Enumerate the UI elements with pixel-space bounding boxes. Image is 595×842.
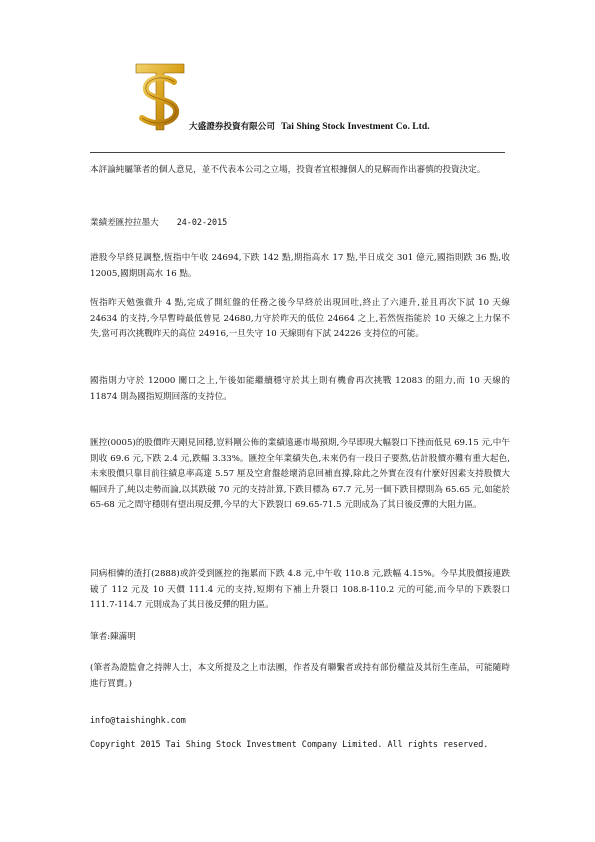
author: 筆者:陳滿明 <box>90 632 136 642</box>
paragraph-3: 國指則力守於 12000 關口之上,午後如能繼續穩守於其上則有機會再次挑戰 12083 的阻力,而 10 天線的 11874 則為國指短期回落的支持位。 <box>90 376 510 402</box>
paragraph-5: 同病相憐的渣打(2888)或許受到匯控的拖累而下跌 4.8 元,中午收 110.8 元,跌幅 4.15%。今早其股價接連跌破了 112 元及 10 天價 111.4 元的支持,短期有下補上升裂口 108.8-110.2 元的可能,而今早的下跌裂口 111.7-114.7 元則成為了其日後反彈的阻力區。 <box>90 569 510 611</box>
header-divider <box>90 152 505 153</box>
author-note: (筆者為證監會之持牌人士，本文所提及之上市法團，作者及有聯繫者或持有部份權益及其衍生產品，可能隨時進行買賣。) <box>90 663 510 689</box>
company-name <box>189 120 430 132</box>
article-date: 24-02-2015 <box>176 217 228 227</box>
paragraph-4: 匯控(0005)的股價昨天剛見回穩,豈料剛公佈的業績遠遜市場預期,今早即現大幅裂口下挫而低見 69.15 元,中午則收 69.6 元,下跌 2.4 元,跌幅 3.33%。匯控全年業績失色,未來仍有一段日子要熬,估計股價亦難有重大起色,未來股價只靠目前往績息率高達 5.57 厘及空倉盤趁壞消息回補直撐,除此之外實在沒有什麼好因素支持股價大幅回升了,純以走勢而論,以其跌破 70 元的支持計算,下跌目標為 67.7 元,另一個下跌目標則為 65.65 元,如能於 65-68 元之間守穩則有望出現反彈,今早的大下跌裂口 69.65-71.5 元則成為了其日後反彈的大阻力區。 <box>90 438 510 511</box>
paragraph-2: 恆指昨天勉強微升 4 點,完成了開紅盤的任務之後今早終於出現回吐,終止了六連升,並且再次下試 10 天線 24634 的支持,今早暫時最低曾見 24680,力守於昨天的低位 24664 之上,若然恆指能於 10 天線之上力保不失,當可再次挑戰昨天的高位 24916,一旦失守 10 天線則有下試 24226 支持位的可能。 <box>90 298 510 340</box>
company-name-zh: 大盛證券投資有限公司 <box>189 122 275 132</box>
copyright: Copyright 2015 Tai Shing Stock Investment Company Limited. All rights reserved. <box>90 739 489 749</box>
company-name-en: Tai Shing Stock Investment Co. Ltd. <box>280 121 430 132</box>
article-title-row <box>90 215 510 232</box>
disclaimer: 本評論純屬筆者的個人意見，並不代表本公司之立場，投資者宜根據個人的見解而作出審慎的投資決定。 <box>90 165 486 175</box>
contact-email[interactable]: info@taishinghk.com <box>90 715 186 725</box>
article-title: 業績差匯控拉墨大 <box>90 218 159 228</box>
company-logo <box>134 60 186 134</box>
paragraph-1: 港股今早終見調整,恆指中午收 24694,下跌 142 點,期指高水 17 點,半日成交 301 億元,國指則跌 36 點,收 12005,國期則高水 16 點。 <box>90 253 510 279</box>
